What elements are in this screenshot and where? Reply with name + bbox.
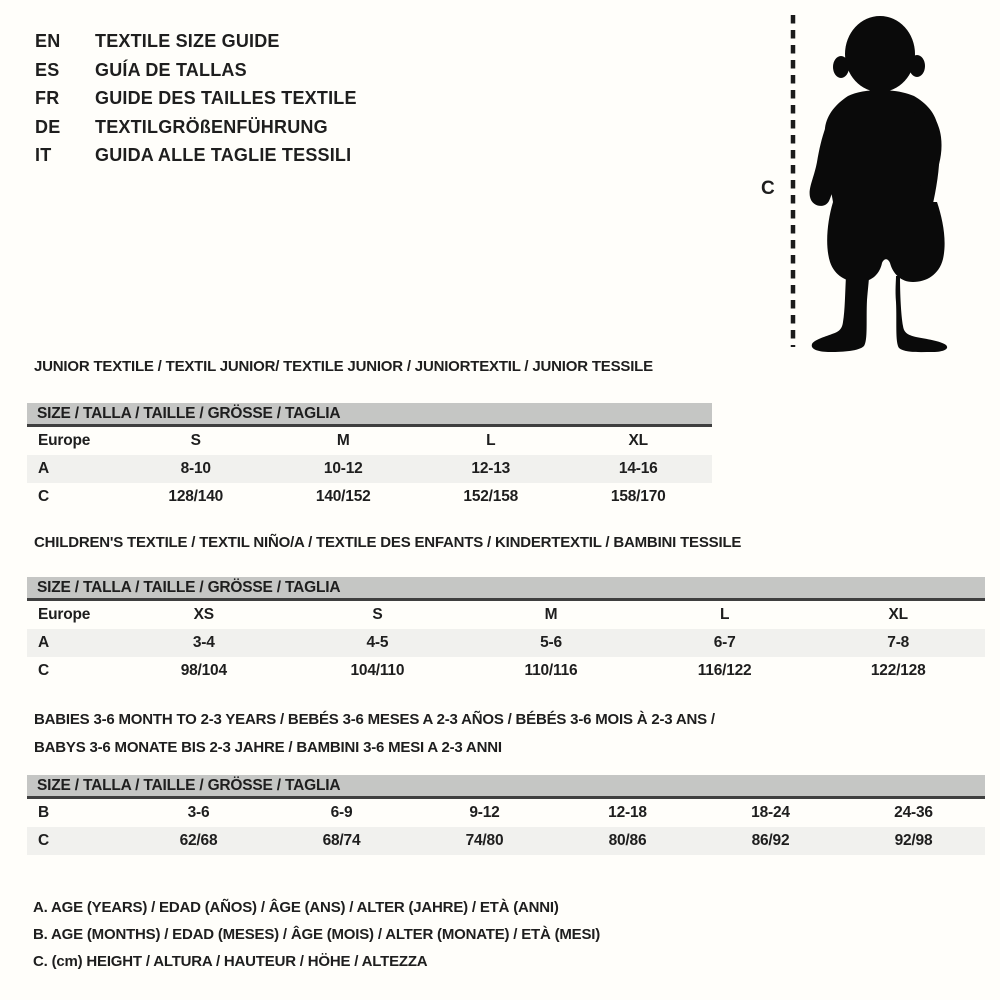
- table-cell: 4-5: [366, 634, 389, 651]
- lang-row-es: [35, 56, 357, 85]
- children-size-table: [27, 577, 985, 685]
- lang-code: ES: [35, 59, 60, 80]
- size-table-header-bar: SIZE / TALLA / TAILLE / GRÖSSE / TAGLIA: [27, 577, 985, 601]
- table-row-height: [27, 657, 985, 685]
- lang-code: IT: [35, 145, 52, 166]
- row-label: A: [38, 460, 49, 477]
- section-children: [27, 533, 985, 685]
- table-cell: 98/104: [180, 662, 227, 679]
- lang-label: TEXTILGRÖßENFÜHRUNG: [95, 116, 328, 137]
- language-list: [35, 27, 357, 170]
- table-row-age: [27, 455, 712, 483]
- junior-size-table: [27, 403, 712, 511]
- table-cell: 158/170: [610, 488, 666, 505]
- lang-label: TEXTILE SIZE GUIDE: [95, 31, 280, 51]
- lang-code: DE: [35, 116, 61, 137]
- table-cell: XL: [628, 432, 648, 449]
- table-cell: 110/116: [524, 662, 578, 679]
- table-cell: 7-8: [887, 634, 910, 651]
- row-label: B: [38, 804, 49, 821]
- table-cell: 18-24: [751, 804, 790, 821]
- table-cell: 12-13: [471, 460, 511, 477]
- table-cell: L: [486, 432, 496, 449]
- table-cell: 24-36: [894, 804, 933, 821]
- size-table-header-bar: SIZE / TALLA / TAILLE / GRÖSSE / TAGLIA: [27, 403, 712, 427]
- section-babies: [27, 706, 985, 855]
- toddler-silhouette-icon: [810, 16, 948, 352]
- table-cell: 10-12: [323, 460, 363, 477]
- row-label: Europe: [38, 432, 91, 449]
- row-label: C: [38, 488, 49, 505]
- table-row-europe: [27, 601, 985, 629]
- row-label: Europe: [38, 606, 91, 623]
- table-cell: M: [544, 606, 558, 623]
- table-row-europe: [27, 427, 712, 455]
- footnote-c: C. (cm) HEIGHT / ALTURA / HAUTEUR / HÖHE / ALTEZZA: [33, 953, 428, 970]
- lang-row-fr: [35, 84, 357, 113]
- section-heading-line2: BABYS 3-6 MONATE BIS 2-3 JAHRE / BAMBINI 3-6 MESI A 2-3 ANNI: [34, 739, 502, 756]
- section-heading: CHILDREN'S TEXTILE / TEXTIL NIÑO/A / TEXTILE DES ENFANTS / KINDERTEXTIL / BAMBINI TESSILE: [34, 534, 742, 551]
- section-junior: [27, 357, 712, 511]
- lang-row-it: [35, 141, 357, 170]
- table-cell: 9-12: [469, 804, 500, 821]
- table-cell: XS: [193, 606, 214, 623]
- table-cell: 92/98: [894, 832, 933, 849]
- table-cell: 3-6: [187, 804, 210, 821]
- height-line-label: C: [761, 178, 775, 199]
- lang-code: EN: [35, 31, 61, 51]
- lang-row-de: [35, 113, 357, 142]
- table-cell: 5-6: [540, 634, 562, 651]
- lang-code: FR: [35, 88, 60, 109]
- table-cell: 68/74: [322, 832, 361, 849]
- row-label: C: [38, 832, 49, 849]
- row-label: A: [38, 634, 49, 651]
- table-cell: 8-10: [180, 460, 211, 477]
- table-cell: S: [372, 606, 383, 623]
- table-cell: 14-16: [618, 460, 658, 477]
- section-heading: JUNIOR TEXTILE / TEXTIL JUNIOR/ TEXTILE JUNIOR / JUNIORTEXTIL / JUNIOR TESSILE: [34, 358, 653, 375]
- babies-size-table: [27, 775, 985, 855]
- toddler-silhouette-figure: [745, 6, 975, 356]
- table-row-age: [27, 629, 985, 657]
- table-cell: 12-18: [608, 804, 647, 821]
- table-cell: 6-9: [330, 804, 353, 821]
- table-cell: 62/68: [179, 832, 218, 849]
- table-row-height: [27, 483, 712, 511]
- table-cell: 86/92: [751, 832, 790, 849]
- section-heading-line1: BABIES 3-6 MONTH TO 2-3 YEARS / BEBÉS 3-6 MESES A 2-3 AÑOS / BÉBÉS 3-6 MOIS À 2-3 ANS /: [34, 711, 715, 728]
- table-cell: 80/86: [608, 832, 647, 849]
- table-cell: 152/158: [463, 488, 519, 505]
- table-cell: S: [190, 432, 201, 449]
- lang-label: GUÍA DE TALLAS: [95, 59, 247, 80]
- table-cell: 6-7: [713, 634, 736, 651]
- table-row-age-months: [27, 799, 985, 827]
- lang-label: GUIDA ALLE TAGLIE TESSILI: [95, 145, 352, 166]
- table-cell: L: [719, 606, 730, 623]
- table-cell: 74/80: [465, 832, 504, 849]
- footnotes: [33, 894, 600, 975]
- table-cell: 122/128: [870, 662, 926, 679]
- table-cell: 104/110: [350, 662, 405, 679]
- table-cell: 140/152: [315, 488, 371, 505]
- table-cell: XL: [888, 606, 908, 623]
- footnote-b: B. AGE (MONTHS) / EDAD (MESES) / ÂGE (MOIS) / ALTER (MONATE) / ETÀ (MESI): [33, 926, 601, 943]
- row-label: C: [38, 662, 49, 679]
- size-table-header-bar: SIZE / TALLA / TAILLE / GRÖSSE / TAGLIA: [27, 775, 985, 799]
- table-row-height: [27, 827, 985, 855]
- table-cell: 3-4: [192, 634, 215, 651]
- table-cell: 116/122: [697, 662, 752, 679]
- lang-label: GUIDE DES TAILLES TEXTILE: [95, 88, 357, 109]
- table-cell: M: [336, 432, 350, 449]
- lang-row-en: [35, 27, 357, 56]
- footnote-a: A. AGE (YEARS) / EDAD (AÑOS) / ÂGE (ANS) / ALTER (JAHRE) / ETÀ (ANNI): [33, 899, 559, 916]
- table-cell: 128/140: [168, 488, 224, 505]
